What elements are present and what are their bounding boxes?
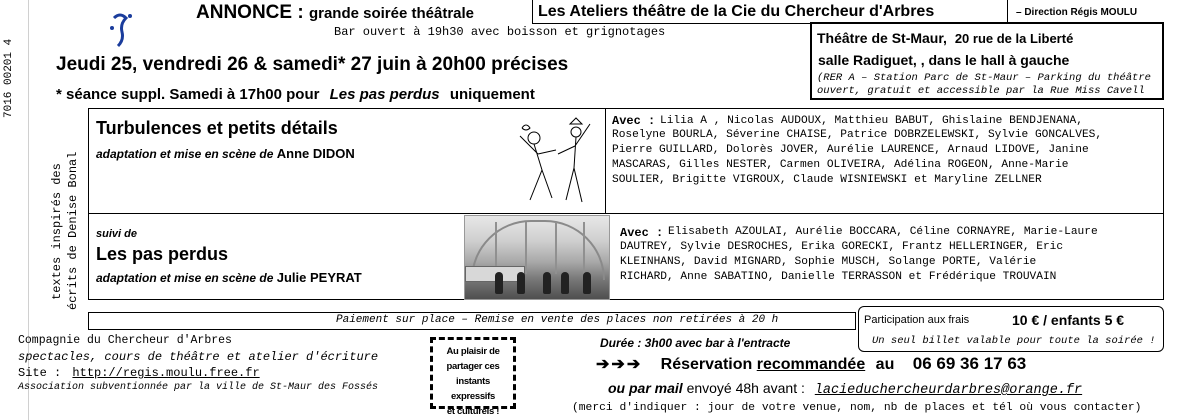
show2-suivi: suivi de [96,228,137,240]
email-link[interactable]: lacieduchercheurdarbres@orange.fr [814,383,1083,398]
inspired-text-1: textes inspirés des [50,163,64,300]
show2-cast-line-3: RICHARD, Anne SABATINO, Danielle TERRASSON et Frédérique TROUVAIN [620,271,1057,283]
show2-credit-prefix: adaptation et mise en scène de [96,271,274,285]
venue-line-3: (RER A – Station Parc de St-Maur – Parking du théâtre [817,72,1151,84]
plaisir-line-2: instants expressifs [450,376,495,402]
mail-prefix: ou par mail [608,380,683,396]
participation-label: Participation aux frais [864,314,970,326]
annonce-text: grande soirée théâtrale [308,5,475,22]
show2-cast-line-1: DAUTREY, Sylvie DESROCHES, Erika GORECKI, Frantz HELLERINGER, Eric [620,241,1064,253]
reservation-recommended: recommandée [756,356,866,373]
show1-cast-label: Avec : [612,114,656,128]
duration-text: Durée : 3h00 avec bar à l'entracte [600,336,791,350]
dancers-illustration-icon [512,110,602,210]
reservation-au: au [875,356,895,373]
single-ticket-text: Un seul billet valable pour toute la soirée ! [872,335,1156,347]
venue-line-2: salle Radiguet, , dans le hall à gauche [818,52,1070,68]
bar-text: Bar ouvert à 19h30 avec boisson et grignotages [334,25,666,39]
site-label: Site : [18,366,62,380]
show1-credit-prefix: adaptation et mise en scène de [96,147,274,161]
mail-text: envoyé 48h avant : [686,380,805,396]
company-logo-icon [108,6,138,56]
plaisir-text [434,344,512,419]
company-title: Les Ateliers théâtre de la Cie du Chercheur d'Arbres [538,3,935,20]
show2-cast-label: Avec : [620,226,664,240]
dates-extra [56,86,535,103]
show2-credit [96,270,362,285]
plaisir-line-0: Au plaisir de [446,346,500,357]
show1-cast-line-1: Roselyne BOURLA, Séverine CHAISE, Patrice DOBRZELEWSKI, Sylvie GONCALVES, [612,129,1103,141]
association-text: Association subventionnée par la ville de St-Maur des Fossés [18,382,379,393]
plaisir-line-1: partager ces [446,361,500,372]
site-line [18,366,260,380]
show2-credit-name: Julie PEYRAT [276,270,362,285]
annonce-label [196,2,474,24]
reservation-label: Réservation [660,356,753,373]
reservation-arrows-icon: ➔➔➔ [596,356,643,373]
price-text: 10 € / enfants 5 € [1012,312,1125,328]
venue-address: 20 rue de la Liberté [954,31,1074,46]
inspired-text-2: écrits de Denise Bonal [66,151,80,310]
show1-cast-line-3: MASCARAS, Gilles NESTER, Carmen OLIVEIRA, Adélina ROGEON, Anne-Marie [612,159,1069,171]
train-station-photo [464,215,610,300]
mail-line [608,380,1082,398]
venue-line-1 [817,30,1073,46]
payment-text: Paiement sur place – Remise en vente des places non retirées à 20 h [336,314,779,326]
show1-cast-line-0: Lilia A , Nicolas AUDOUX, Matthieu BABUT, Ghislaine BENDJENANA, [660,115,1083,127]
dates-main: Jeudi 25, vendredi 26 & samedi* 27 juin à 20h00 précises [56,54,569,75]
venue-line-4: ouvert, gratuit et accessible par la Rue Miss Cavell [817,85,1145,97]
show1-cast-line-4: SOULIER, Brigitte VIGROUX, Claude WISNIEWSKI et Maryline ZELLNER [612,174,1042,186]
booking-note: (merci d'indiquer : jour de votre venue, nom, nb de places et tél où vous contacter) [572,402,1142,414]
dates-extra-prefix: * séance suppl. Samedi à 17h00 pour [56,86,320,103]
reservation-line [596,354,1026,374]
activities-text: spectacles, cours de théâtre et atelier d'écriture [18,350,379,364]
show2-cast-line-2: KLEINHANS, David MIGNARD, Sophie MUSCH, Solange PORTE, Valérie [620,256,1037,268]
annonce-label-text: ANNONCE : [196,2,304,23]
dates-extra-title: Les pas perdus [329,86,440,103]
company-name: Compagnie du Chercheur d'Arbres [18,334,232,347]
venue-theatre-name: Théâtre de St-Maur, [817,30,947,46]
show1-title: Turbulences et petits détails [96,118,338,138]
show1-cast-line-2: Pierre GUILLARD, Dolorès JOVER, Aurélie LAURENCE, Arnaud LIDOVE, Janine [612,144,1089,156]
plaisir-line-3: et culturels ! [446,406,500,417]
ticket-serial: 7016 00201 4 [3,38,15,118]
site-link[interactable]: http://regis.moulu.free.fr [72,366,260,380]
show1-credit [96,146,355,161]
show1-credit-name: Anne DIDON [276,146,355,161]
show2-cast-line-0: Elisabeth AZOULAI, Aurélie BOCCARA, Céline CORNAYRE, Marie-Laure [668,226,1098,238]
show2-title: Les pas perdus [96,244,229,264]
direction-text: – Direction Régis MOULU [1016,7,1138,18]
dates-extra-suffix: uniquement [449,86,535,103]
phone-number[interactable]: 06 69 36 17 63 [912,354,1027,373]
